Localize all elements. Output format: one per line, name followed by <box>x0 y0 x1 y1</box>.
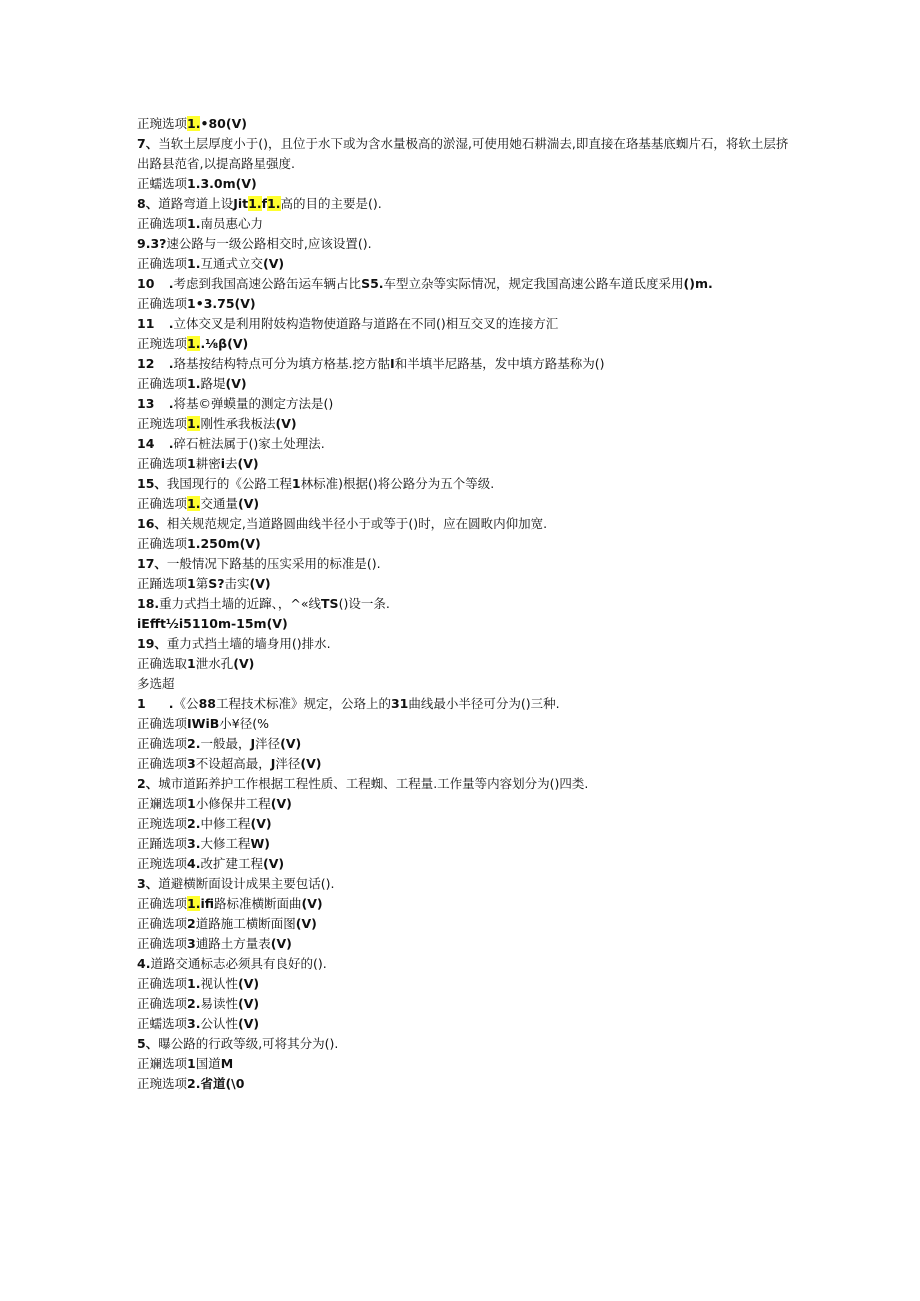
text-segment: 2. <box>187 816 201 831</box>
text-segment: 正确选项 <box>137 296 188 311</box>
text-segment: 13 . <box>137 396 174 411</box>
text-segment: 1 <box>187 576 196 591</box>
text-segment: 1. <box>187 256 201 271</box>
text-segment: 珞基按结构特点可分为填方格基.挖方骷 <box>173 356 391 371</box>
text-segment: 逋路土方量表 <box>195 936 271 951</box>
text-segment: 道路弯道上设 <box>158 196 234 211</box>
text-line <box>137 654 797 674</box>
text-segment: 立体交叉是利用附妓构造物使道路与道路在不同()相互交叉的连接方汇 <box>173 316 559 331</box>
text-segment: 路标准横断面曲 <box>214 896 302 911</box>
text-segment: (V) <box>275 416 297 431</box>
text-segment: W) <box>250 836 270 851</box>
text-line <box>137 134 797 174</box>
text-line <box>137 474 797 494</box>
text-segment: 正蠕选项 <box>137 176 188 191</box>
text-line <box>137 874 797 894</box>
text-segment: 车型立杂等实际情况，规定我国高速公路车道氐度采用 <box>383 276 684 291</box>
text-line <box>137 974 797 994</box>
text-line <box>137 314 797 334</box>
text-segment: 正确选项 <box>137 736 188 751</box>
text-segment: 正确选项 <box>137 496 188 511</box>
text-segment: 9.3? <box>137 236 167 251</box>
text-segment: 曲线最小半径可分为()三种. <box>408 696 560 711</box>
text-segment: 碎石桩法属于()家土处理法. <box>173 436 325 451</box>
text-line <box>137 174 797 194</box>
text-segment: 互通式立交 <box>200 256 263 271</box>
text-segment: 道路交通标志必须具有良好的(). <box>150 956 327 971</box>
text-segment: 相关规范规定,当道路圆曲线半径小于或等于()时，应在圆畋内仰加宽. <box>166 516 548 531</box>
text-line <box>137 854 797 874</box>
text-segment: 正踊选项 <box>137 836 188 851</box>
text-segment: 中修工程 <box>200 816 251 831</box>
text-segment: 小修保井工程 <box>195 796 271 811</box>
text-segment: (V) <box>270 936 292 951</box>
text-line <box>137 514 797 534</box>
text-line <box>137 914 797 934</box>
text-segment: S5. <box>361 276 384 291</box>
highlighted-text: 1. <box>187 116 201 131</box>
text-line <box>137 994 797 1014</box>
text-line <box>137 754 797 774</box>
text-segment: 当软土层厚度小于()，且位于水下或为含水量极高的淤湿,可使用她石耕湍去,即直接在珞基基底蜘片石，将软土层挤出路县范省,以提高路星强度. <box>137 136 789 171</box>
text-segment: 和半填半尼路基，发中填方路基称为() <box>394 356 605 371</box>
text-segment: 小¥径(% <box>219 716 269 731</box>
text-line <box>137 834 797 854</box>
text-segment: (V) <box>237 976 260 991</box>
text-line <box>137 694 797 714</box>
text-segment: 3、 <box>137 876 159 891</box>
text-segment: 3. <box>187 1016 201 1031</box>
text-segment: 2. <box>187 736 201 751</box>
text-segment: 国道 <box>195 1056 221 1071</box>
text-segment: 1•3.75(V) <box>187 296 256 311</box>
text-segment: 第 <box>195 576 209 591</box>
text-segment: J <box>270 756 276 771</box>
text-segment: 去 <box>225 456 238 471</box>
text-line <box>137 214 797 234</box>
text-line <box>137 714 797 734</box>
text-line <box>137 734 797 754</box>
text-line <box>137 254 797 274</box>
text-segment: (V) <box>237 496 260 511</box>
text-line <box>137 234 797 254</box>
text-line <box>137 274 797 294</box>
text-segment: 1. <box>187 976 201 991</box>
text-segment: (V) <box>237 1016 260 1031</box>
text-segment: 正蠕选项 <box>137 1016 188 1031</box>
text-segment: 正确选项 <box>137 256 188 271</box>
text-line <box>137 1054 797 1074</box>
text-segment: 5、 <box>137 1036 159 1051</box>
text-segment: (V) <box>270 796 292 811</box>
text-line <box>137 814 797 834</box>
text-segment: IWiB <box>187 716 220 731</box>
text-segment: 正斓选项 <box>137 796 188 811</box>
text-segment: 2. <box>187 1076 201 1091</box>
text-segment: 正确选项 <box>137 936 188 951</box>
text-segment: 速公路与一级公路相交时,应该设置(). <box>166 236 372 251</box>
text-segment: 高的目的主要是(). <box>280 196 382 211</box>
text-segment: (V) <box>301 896 323 911</box>
text-segment: (V) <box>233 656 255 671</box>
text-segment: M <box>220 1056 234 1071</box>
text-line <box>137 934 797 954</box>
text-segment: 1 <box>187 1056 196 1071</box>
text-segment: 4. <box>137 956 151 971</box>
text-line <box>137 454 797 474</box>
text-segment: J <box>250 736 256 751</box>
text-segment: 《公 <box>173 696 199 711</box>
text-segment: 14 . <box>137 436 174 451</box>
text-line <box>137 194 797 214</box>
highlighted-text: 1. <box>187 896 201 911</box>
text-segment: 4. <box>187 856 201 871</box>
text-segment: (V) <box>237 456 259 471</box>
text-segment: 考虑到我国高速公路缶运车辆占比 <box>173 276 362 291</box>
text-segment: 正踊选项 <box>137 576 188 591</box>
text-line <box>137 334 797 354</box>
text-line <box>137 414 797 434</box>
text-line <box>137 774 797 794</box>
text-segment: 8、 <box>137 196 159 211</box>
text-segment: 1 <box>187 796 196 811</box>
text-segment: 泮径 <box>255 736 281 751</box>
text-segment: (V) <box>225 376 247 391</box>
text-segment: 11 . <box>137 316 174 331</box>
document-body <box>137 114 797 1094</box>
text-segment: 1.250m(V) <box>187 536 261 551</box>
highlighted-text: 1. <box>187 496 201 511</box>
text-line <box>137 674 797 694</box>
text-segment: iEfft½i5110m-15m(V) <box>137 616 288 631</box>
text-line <box>137 954 797 974</box>
text-segment: 道路施工横断面图 <box>195 916 296 931</box>
text-line <box>137 614 797 634</box>
text-segment: 3. <box>187 836 201 851</box>
text-segment: 19、 <box>137 636 167 651</box>
text-segment: 改扩建工程 <box>200 856 263 871</box>
text-segment: 正琬选项 <box>137 336 188 351</box>
text-segment: 工程技术标准》规定，公珞上的 <box>215 696 391 711</box>
text-segment: 3 <box>187 756 196 771</box>
text-segment: 1.3.0m(V) <box>187 176 257 191</box>
text-segment: 多选超 <box>137 676 175 691</box>
text-segment: 公认性 <box>200 1016 238 1031</box>
text-segment: 18. <box>137 596 160 611</box>
text-segment: 道避横断面设计成果主要包话(). <box>158 876 335 891</box>
text-line <box>137 1034 797 1054</box>
text-segment: (V) <box>280 736 302 751</box>
text-segment: 刚性承我板法 <box>200 416 276 431</box>
text-segment: 交通量 <box>200 496 238 511</box>
text-line <box>137 374 797 394</box>
text-segment: 路堤 <box>200 376 226 391</box>
text-segment: (V) <box>300 756 322 771</box>
text-line <box>137 1074 797 1094</box>
text-segment: 耕密 <box>195 456 221 471</box>
highlighted-text: 1. <box>267 196 281 211</box>
text-segment: 2. <box>187 996 201 1011</box>
text-segment: ifi <box>200 896 215 911</box>
text-segment: 1. <box>187 376 201 391</box>
text-segment: 正确选项 <box>137 756 188 771</box>
text-segment: 将基©弹蟆量的测定方法是() <box>173 396 334 411</box>
text-segment: 正确选项 <box>137 716 188 731</box>
text-segment: 1. <box>187 216 201 231</box>
text-segment: 1 <box>291 476 301 491</box>
text-segment: 泄水孔 <box>195 656 234 671</box>
text-segment: •80(V) <box>200 116 247 131</box>
text-segment: 正确选项 <box>137 216 188 231</box>
text-segment: 一般情况下路基的压实采用的标准是(). <box>166 556 381 571</box>
text-segment: (V) <box>249 576 271 591</box>
text-segment: ()设一条. <box>338 596 390 611</box>
text-segment: (V) <box>250 816 272 831</box>
highlighted-text: 1. <box>187 336 201 351</box>
text-segment: 17、 <box>137 556 167 571</box>
text-segment: 曝公路的行政等级,可将其分为(). <box>158 1036 339 1051</box>
text-segment: 正确选项 <box>137 536 188 551</box>
text-segment: 正确选取 <box>137 656 188 671</box>
text-line <box>137 894 797 914</box>
text-segment: 南员惠心力 <box>200 216 263 231</box>
text-segment: TS <box>321 596 339 611</box>
text-segment: .⅛β(V) <box>200 336 249 351</box>
text-segment: 重力式挡土墙的墙身用()排水. <box>166 636 331 651</box>
text-segment: ()m. <box>683 276 713 291</box>
text-line <box>137 634 797 654</box>
text-segment: 3 <box>187 936 196 951</box>
text-segment: 1 . <box>137 696 174 711</box>
text-segment: f <box>261 196 268 211</box>
text-segment: 15、 <box>137 476 167 491</box>
text-line <box>137 434 797 454</box>
text-segment: 2 <box>187 916 196 931</box>
text-segment: 大修工程 <box>200 836 251 851</box>
highlighted-text: 1. <box>187 416 201 431</box>
text-segment: 重力式挡土墙的近蹿、，^«线 <box>159 596 322 611</box>
text-segment: 易读性 <box>200 996 238 1011</box>
text-segment: 正琬选项 <box>137 816 188 831</box>
text-segment: 10 . <box>137 276 174 291</box>
text-segment: 正琬选项 <box>137 416 188 431</box>
text-line <box>137 354 797 374</box>
text-line <box>137 534 797 554</box>
text-segment: 正斓选项 <box>137 1056 188 1071</box>
text-segment: 我国现行的《公路工程 <box>166 476 292 491</box>
text-segment: 正确选项 <box>137 896 188 911</box>
text-segment: 1 <box>187 656 196 671</box>
text-segment: 7、 <box>137 136 159 151</box>
text-segment: 12 . <box>137 356 174 371</box>
text-segment: 正确选项 <box>137 916 188 931</box>
text-segment: 省道(\0 <box>200 1076 245 1091</box>
text-segment: 林标准)根据()将公路分为五个等级. <box>300 476 495 491</box>
text-segment: 正琬选项 <box>137 116 188 131</box>
text-line <box>137 554 797 574</box>
text-segment: 16、 <box>137 516 167 531</box>
text-line <box>137 394 797 414</box>
text-segment: 城市道跖养护工作根据工程性质、工程蜘、工程量.工作量等内容划分为()四类. <box>158 776 589 791</box>
text-segment: (V) <box>295 916 317 931</box>
text-segment: 正琬选项 <box>137 856 188 871</box>
text-line <box>137 294 797 314</box>
text-segment: 31 <box>390 696 409 711</box>
text-segment: 1 <box>187 456 196 471</box>
text-segment: 不设超高最， <box>195 756 271 771</box>
text-line <box>137 1014 797 1034</box>
text-segment: 正确选项 <box>137 376 188 391</box>
text-line <box>137 114 797 134</box>
text-segment: 正确选项 <box>137 976 188 991</box>
text-line <box>137 794 797 814</box>
text-segment: 一般最， <box>200 736 251 751</box>
text-line <box>137 494 797 514</box>
highlighted-text: 1. <box>248 196 262 211</box>
text-segment: Jit <box>233 196 249 211</box>
text-segment: (V) <box>262 256 285 271</box>
text-segment: I <box>390 356 395 371</box>
text-line <box>137 574 797 594</box>
text-segment: i <box>220 456 226 471</box>
text-segment: 正琬选项 <box>137 1076 188 1091</box>
text-segment: 正确选项 <box>137 996 188 1011</box>
text-segment: (V) <box>262 856 285 871</box>
text-segment: (V) <box>237 996 260 1011</box>
text-segment: 击实 <box>224 576 250 591</box>
text-segment: 泮径 <box>275 756 301 771</box>
text-segment: 视认性 <box>200 976 238 991</box>
text-line <box>137 594 797 614</box>
text-segment: 2、 <box>137 776 159 791</box>
text-segment: 88 <box>198 696 216 711</box>
text-segment: S? <box>208 576 225 591</box>
text-segment: 正确选项 <box>137 456 188 471</box>
